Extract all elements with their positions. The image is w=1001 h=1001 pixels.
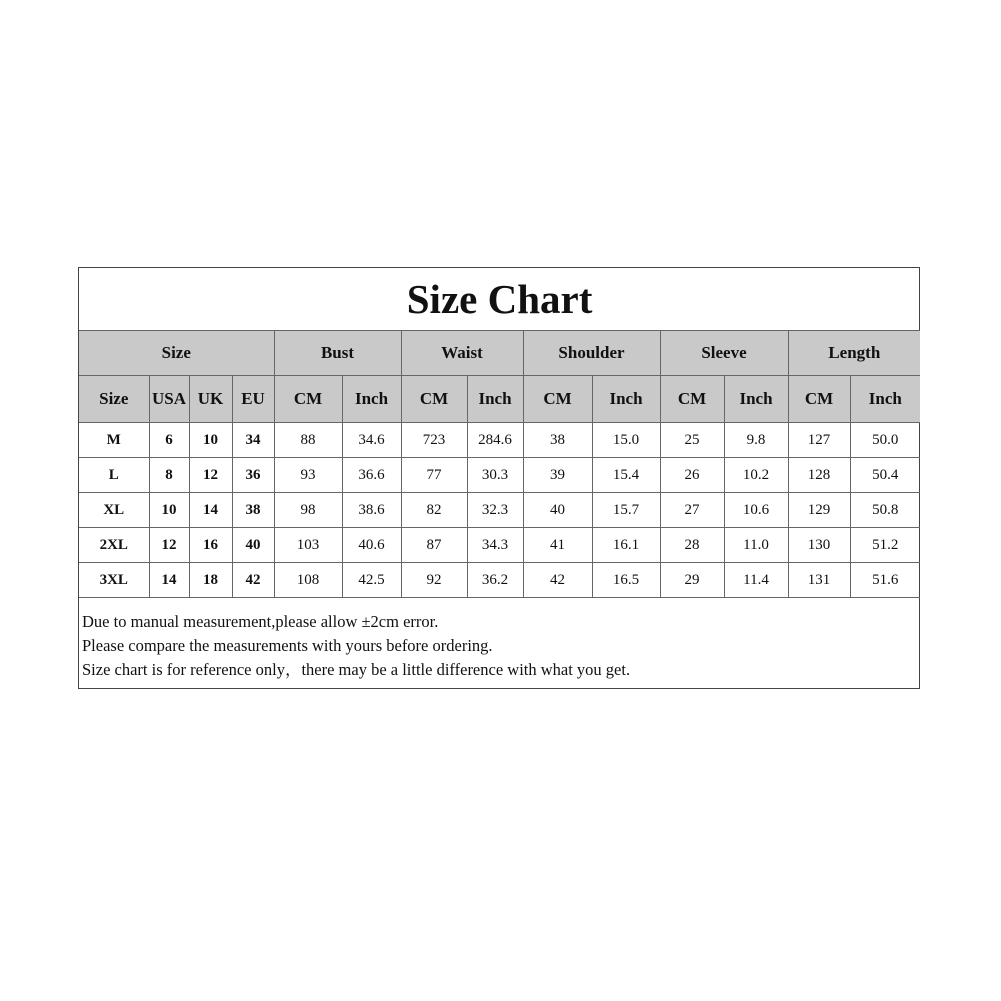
table-cell: 12 xyxy=(189,458,232,493)
table-cell: 8 xyxy=(149,458,189,493)
group-length: Length xyxy=(788,331,920,376)
table-cell: 9.8 xyxy=(724,423,788,458)
table-cell: 92 xyxy=(401,563,467,598)
group-size: Size xyxy=(79,331,274,376)
table-cell: 34.6 xyxy=(342,423,401,458)
note-line: Size chart is for reference only，there may be a little difference with what you get. xyxy=(82,660,631,679)
table-cell: 16.5 xyxy=(592,563,660,598)
table-row xyxy=(79,458,920,493)
table-cell: 41 xyxy=(523,528,592,563)
table-row xyxy=(79,528,920,563)
group-header-row xyxy=(79,331,920,376)
table-cell: 10 xyxy=(189,423,232,458)
table-cell: 32.3 xyxy=(467,493,523,528)
table-cell: 27 xyxy=(660,493,724,528)
size-table xyxy=(79,268,920,598)
table-cell: 51.6 xyxy=(850,563,920,598)
table-cell: M xyxy=(79,423,149,458)
table-cell: 38.6 xyxy=(342,493,401,528)
size-chart xyxy=(78,267,920,689)
table-cell: 28 xyxy=(660,528,724,563)
column-header: Inch xyxy=(592,376,660,423)
column-header: CM xyxy=(788,376,850,423)
table-cell: 42 xyxy=(232,563,274,598)
table-cell: 42 xyxy=(523,563,592,598)
table-cell: 14 xyxy=(189,493,232,528)
column-header: USA xyxy=(149,376,189,423)
note-line: Please compare the measurements with yours before ordering. xyxy=(82,636,493,655)
subheader-row xyxy=(79,376,920,423)
notes xyxy=(79,598,919,682)
table-cell: 98 xyxy=(274,493,342,528)
column-header: Inch xyxy=(850,376,920,423)
table-cell: 129 xyxy=(788,493,850,528)
table-row xyxy=(79,493,920,528)
table-cell: 40 xyxy=(523,493,592,528)
table-cell: 18 xyxy=(189,563,232,598)
table-cell: 34.3 xyxy=(467,528,523,563)
table-row xyxy=(79,563,920,598)
table-cell: 10.6 xyxy=(724,493,788,528)
column-header: CM xyxy=(523,376,592,423)
table-cell: 131 xyxy=(788,563,850,598)
table-cell: 87 xyxy=(401,528,467,563)
table-cell: 29 xyxy=(660,563,724,598)
table-cell: 14 xyxy=(149,563,189,598)
table-cell: 50.8 xyxy=(850,493,920,528)
table-cell: L xyxy=(79,458,149,493)
table-cell: 108 xyxy=(274,563,342,598)
table-cell: 130 xyxy=(788,528,850,563)
table-cell: 12 xyxy=(149,528,189,563)
table-cell: 36 xyxy=(232,458,274,493)
table-cell: 93 xyxy=(274,458,342,493)
table-cell: 50.4 xyxy=(850,458,920,493)
column-header: EU xyxy=(232,376,274,423)
group-bust: Bust xyxy=(274,331,401,376)
table-cell: XL xyxy=(79,493,149,528)
table-cell: 284.6 xyxy=(467,423,523,458)
column-header: CM xyxy=(660,376,724,423)
table-cell: 16.1 xyxy=(592,528,660,563)
table-cell: 40 xyxy=(232,528,274,563)
table-cell: 11.0 xyxy=(724,528,788,563)
table-cell: 51.2 xyxy=(850,528,920,563)
table-cell: 38 xyxy=(232,493,274,528)
table-body xyxy=(79,423,920,598)
table-cell: 25 xyxy=(660,423,724,458)
table-cell: 40.6 xyxy=(342,528,401,563)
column-header: CM xyxy=(274,376,342,423)
table-cell: 10 xyxy=(149,493,189,528)
table-cell: 6 xyxy=(149,423,189,458)
table-cell: 77 xyxy=(401,458,467,493)
table-cell: 39 xyxy=(523,458,592,493)
group-sleeve: Sleeve xyxy=(660,331,788,376)
table-cell: 128 xyxy=(788,458,850,493)
table-cell: 50.0 xyxy=(850,423,920,458)
table-cell: 2XL xyxy=(79,528,149,563)
table-cell: 88 xyxy=(274,423,342,458)
column-header: Inch xyxy=(342,376,401,423)
note-line: Due to manual measurement,please allow ±2cm error. xyxy=(82,612,439,631)
table-cell: 723 xyxy=(401,423,467,458)
table-cell: 15.0 xyxy=(592,423,660,458)
table-cell: 3XL xyxy=(79,563,149,598)
group-waist: Waist xyxy=(401,331,523,376)
table-cell: 10.2 xyxy=(724,458,788,493)
table-cell: 103 xyxy=(274,528,342,563)
table-cell: 26 xyxy=(660,458,724,493)
group-shoulder: Shoulder xyxy=(523,331,660,376)
table-cell: 36.6 xyxy=(342,458,401,493)
table-cell: 34 xyxy=(232,423,274,458)
column-header: Inch xyxy=(467,376,523,423)
column-header: Size xyxy=(79,376,149,423)
table-cell: 30.3 xyxy=(467,458,523,493)
column-header: Inch xyxy=(724,376,788,423)
table-cell: 127 xyxy=(788,423,850,458)
table-cell: 16 xyxy=(189,528,232,563)
chart-title: Size Chart xyxy=(79,268,920,331)
table-row xyxy=(79,423,920,458)
table-cell: 11.4 xyxy=(724,563,788,598)
table-cell: 36.2 xyxy=(467,563,523,598)
table-cell: 82 xyxy=(401,493,467,528)
column-header: UK xyxy=(189,376,232,423)
table-cell: 15.4 xyxy=(592,458,660,493)
table-cell: 38 xyxy=(523,423,592,458)
table-cell: 15.7 xyxy=(592,493,660,528)
table-cell: 42.5 xyxy=(342,563,401,598)
column-header: CM xyxy=(401,376,467,423)
